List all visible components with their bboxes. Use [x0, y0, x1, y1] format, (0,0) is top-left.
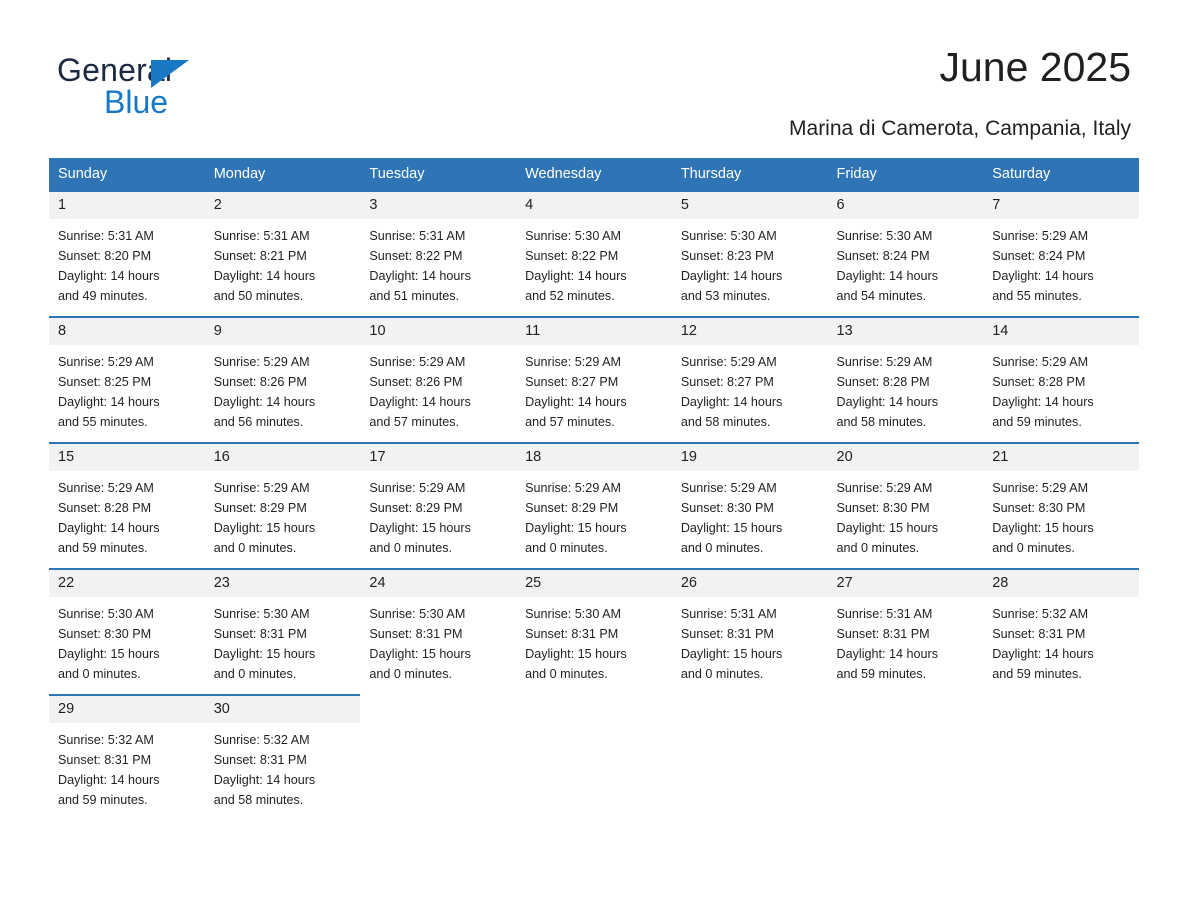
day-cell-empty — [983, 694, 1139, 822]
sunset-text: Sunset: 8:21 PM — [213, 249, 307, 263]
weekday-header-sunday: Sunday — [49, 158, 205, 190]
weekday-header-friday: Friday — [828, 158, 984, 190]
day-cell — [205, 190, 361, 316]
daylight-text-line2: and 50 minutes. — [213, 289, 304, 303]
day-number: 11 — [525, 323, 541, 339]
day-number: 6 — [836, 197, 845, 213]
sunrise-text: Sunrise: 5:32 AM — [58, 733, 154, 747]
daylight-text-line1: Daylight: 14 hours — [369, 395, 471, 409]
daylight-text-line2: and 0 minutes. — [680, 541, 764, 555]
daylight-text-line1: Daylight: 15 hours — [836, 521, 939, 535]
day-cell-empty — [360, 694, 516, 822]
daylight-text-line2: and 0 minutes. — [680, 667, 764, 681]
daylight-text-line1: Daylight: 14 hours — [680, 395, 783, 409]
day-cell — [360, 442, 516, 568]
day-number: 10 — [369, 323, 386, 339]
calendar-week-row — [49, 316, 1139, 442]
sunset-text: Sunset: 8:27 PM — [680, 375, 774, 389]
sunrise-text: Sunrise: 5:31 AM — [836, 607, 933, 621]
daylight-text-line1: Daylight: 15 hours — [213, 521, 316, 535]
weekday-header-tuesday: Tuesday — [360, 158, 516, 190]
day-cell — [205, 442, 361, 568]
sunrise-text: Sunrise: 5:29 AM — [525, 481, 622, 495]
day-cell — [828, 568, 984, 694]
sunrise-text: Sunrise: 5:30 AM — [836, 229, 933, 243]
calendar-table — [49, 158, 1139, 822]
sunrise-text: Sunrise: 5:29 AM — [213, 481, 310, 495]
day-number: 25 — [525, 575, 542, 591]
sunset-text: Sunset: 8:20 PM — [58, 249, 152, 263]
day-cell — [205, 316, 361, 442]
daylight-text-line2: and 53 minutes. — [680, 289, 771, 303]
daylight-text-line1: Daylight: 15 hours — [58, 647, 160, 661]
sunrise-text: Sunrise: 5:29 AM — [525, 355, 622, 369]
daylight-text-line2: and 0 minutes. — [213, 667, 297, 681]
day-number: 13 — [836, 323, 853, 339]
day-number: 15 — [58, 449, 75, 465]
day-number: 1 — [58, 197, 67, 213]
sunrise-text: Sunrise: 5:31 AM — [369, 229, 466, 243]
sunrise-text: Sunrise: 5:30 AM — [525, 229, 622, 243]
daylight-text-line2: and 52 minutes. — [525, 289, 615, 303]
daylight-text-line1: Daylight: 14 hours — [213, 395, 316, 409]
sunset-text: Sunset: 8:22 PM — [369, 249, 463, 263]
daylight-text-line1: Daylight: 14 hours — [680, 269, 783, 283]
daylight-text-line2: and 57 minutes. — [369, 415, 460, 429]
day-cell — [516, 568, 672, 694]
day-cell — [672, 442, 828, 568]
day-number: 5 — [680, 197, 689, 213]
calendar-week-row — [49, 568, 1139, 694]
sunset-text: Sunset: 8:31 PM — [680, 627, 774, 641]
sunrise-text: Sunrise: 5:32 AM — [992, 607, 1089, 621]
daylight-text-line1: Daylight: 15 hours — [369, 647, 471, 661]
day-cell — [49, 442, 205, 568]
day-number: 20 — [836, 449, 853, 465]
day-cell-empty — [828, 694, 984, 822]
weekday-header-saturday: Saturday — [983, 158, 1139, 190]
day-cell — [672, 316, 828, 442]
sunrise-text: Sunrise: 5:30 AM — [213, 607, 310, 621]
calendar-week-row — [49, 442, 1139, 568]
sunrise-text: Sunrise: 5:29 AM — [836, 481, 933, 495]
calendar-header-row — [49, 158, 1139, 190]
sunset-text: Sunset: 8:29 PM — [525, 501, 619, 515]
daylight-text-line1: Daylight: 14 hours — [836, 269, 939, 283]
day-cell — [516, 316, 672, 442]
weekday-header-thursday: Thursday — [672, 158, 828, 190]
day-cell — [205, 568, 361, 694]
daylight-text-line1: Daylight: 14 hours — [58, 773, 160, 787]
daylight-text-line1: Daylight: 15 hours — [369, 521, 471, 535]
sunrise-text: Sunrise: 5:29 AM — [369, 481, 466, 495]
sunset-text: Sunset: 8:28 PM — [58, 501, 152, 515]
sunset-text: Sunset: 8:31 PM — [525, 627, 619, 641]
sunrise-text: Sunrise: 5:30 AM — [369, 607, 466, 621]
daylight-text-line2: and 58 minutes. — [836, 415, 927, 429]
daylight-text-line2: and 0 minutes. — [58, 667, 141, 681]
day-number: 30 — [213, 701, 230, 717]
daylight-text-line2: and 0 minutes. — [525, 667, 608, 681]
day-number: 28 — [992, 575, 1009, 591]
day-cell — [360, 316, 516, 442]
daylight-text-line2: and 0 minutes. — [525, 541, 608, 555]
sunset-text: Sunset: 8:31 PM — [58, 753, 152, 767]
daylight-text-line1: Daylight: 14 hours — [213, 269, 316, 283]
day-number: 14 — [992, 323, 1009, 339]
daylight-text-line2: and 56 minutes. — [213, 415, 304, 429]
day-cell-empty — [516, 694, 672, 822]
daylight-text-line2: and 54 minutes. — [836, 289, 927, 303]
sunrise-text: Sunrise: 5:30 AM — [525, 607, 622, 621]
day-cell — [983, 442, 1139, 568]
daylight-text-line2: and 55 minutes. — [992, 289, 1082, 303]
day-number: 24 — [369, 575, 386, 591]
daylight-text-line1: Daylight: 15 hours — [992, 521, 1094, 535]
sunrise-text: Sunrise: 5:31 AM — [213, 229, 310, 243]
day-number: 12 — [680, 323, 697, 339]
day-cell — [828, 442, 984, 568]
sunset-text: Sunset: 8:30 PM — [680, 501, 774, 515]
daylight-text-line1: Daylight: 14 hours — [213, 773, 316, 787]
sunrise-text: Sunrise: 5:29 AM — [992, 355, 1089, 369]
daylight-text-line2: and 55 minutes. — [58, 415, 148, 429]
day-number: 18 — [525, 449, 542, 465]
day-cell — [360, 190, 516, 316]
daylight-text-line1: Daylight: 14 hours — [525, 269, 627, 283]
calendar-week-row — [49, 694, 1139, 822]
sunset-text: Sunset: 8:30 PM — [836, 501, 930, 515]
daylight-text-line1: Daylight: 14 hours — [58, 395, 160, 409]
daylight-text-line2: and 0 minutes. — [213, 541, 297, 555]
sunset-text: Sunset: 8:29 PM — [369, 501, 463, 515]
sunrise-text: Sunrise: 5:29 AM — [680, 355, 777, 369]
sunrise-text: Sunrise: 5:29 AM — [213, 355, 310, 369]
sunrise-text: Sunrise: 5:29 AM — [992, 481, 1089, 495]
daylight-text-line2: and 58 minutes. — [213, 793, 304, 807]
day-cell — [828, 316, 984, 442]
sunrise-text: Sunrise: 5:30 AM — [58, 607, 154, 621]
daylight-text-line1: Daylight: 15 hours — [680, 647, 783, 661]
sunrise-text: Sunrise: 5:29 AM — [680, 481, 777, 495]
daylight-text-line2: and 0 minutes. — [836, 541, 920, 555]
sunset-text: Sunset: 8:31 PM — [836, 627, 930, 641]
daylight-text-line1: Daylight: 15 hours — [213, 647, 316, 661]
day-cell — [49, 316, 205, 442]
sunrise-text: Sunrise: 5:29 AM — [992, 229, 1089, 243]
sunset-text: Sunset: 8:31 PM — [213, 627, 307, 641]
daylight-text-line2: and 59 minutes. — [58, 541, 148, 555]
sunset-text: Sunset: 8:31 PM — [369, 627, 463, 641]
daylight-text-line2: and 59 minutes. — [992, 667, 1082, 681]
daylight-text-line1: Daylight: 14 hours — [525, 395, 627, 409]
day-number: 8 — [58, 323, 67, 339]
sunset-text: Sunset: 8:28 PM — [992, 375, 1086, 389]
daylight-text-line2: and 59 minutes. — [58, 793, 148, 807]
sunrise-text: Sunrise: 5:29 AM — [58, 355, 154, 369]
sunset-text: Sunset: 8:24 PM — [992, 249, 1086, 263]
day-number: 22 — [58, 575, 75, 591]
weekday-header-wednesday: Wednesday — [516, 158, 672, 190]
day-number: 27 — [836, 575, 853, 591]
page-title: June 2025 — [939, 44, 1131, 90]
day-cell — [49, 190, 205, 316]
sunset-text: Sunset: 8:27 PM — [525, 375, 619, 389]
day-cell — [516, 190, 672, 316]
sunrise-text: Sunrise: 5:29 AM — [369, 355, 466, 369]
sunset-text: Sunset: 8:24 PM — [836, 249, 930, 263]
sunset-text: Sunset: 8:31 PM — [213, 753, 307, 767]
day-number: 7 — [992, 197, 1001, 213]
daylight-text-line1: Daylight: 14 hours — [58, 521, 160, 535]
sunset-text: Sunset: 8:26 PM — [369, 375, 463, 389]
calendar-container — [49, 158, 1139, 822]
daylight-text-line1: Daylight: 14 hours — [992, 269, 1094, 283]
day-cell-empty — [672, 694, 828, 822]
day-number: 23 — [213, 575, 230, 591]
sunset-text: Sunset: 8:22 PM — [525, 249, 619, 263]
sunset-text: Sunset: 8:28 PM — [836, 375, 930, 389]
daylight-text-line1: Daylight: 15 hours — [680, 521, 783, 535]
daylight-text-line2: and 51 minutes. — [369, 289, 460, 303]
day-number: 26 — [680, 575, 697, 591]
calendar-body — [49, 190, 1139, 822]
day-cell — [205, 694, 361, 822]
day-cell — [516, 442, 672, 568]
weekday-header-monday: Monday — [205, 158, 361, 190]
daylight-text-line2: and 0 minutes. — [369, 541, 453, 555]
day-cell — [983, 316, 1139, 442]
logo-text-general: General — [57, 52, 173, 88]
daylight-text-line1: Daylight: 14 hours — [992, 647, 1094, 661]
daylight-text-line1: Daylight: 15 hours — [525, 521, 627, 535]
day-cell — [49, 568, 205, 694]
daylight-text-line2: and 57 minutes. — [525, 415, 615, 429]
daylight-text-line2: and 59 minutes. — [836, 667, 927, 681]
day-cell — [983, 190, 1139, 316]
page-subtitle-location: Marina di Camerota, Campania, Italy — [789, 117, 1131, 140]
day-cell — [49, 694, 205, 822]
sunset-text: Sunset: 8:30 PM — [992, 501, 1086, 515]
sunset-text: Sunset: 8:30 PM — [58, 627, 152, 641]
sunset-text: Sunset: 8:26 PM — [213, 375, 307, 389]
daylight-text-line1: Daylight: 14 hours — [369, 269, 471, 283]
daylight-text-line1: Daylight: 14 hours — [836, 647, 939, 661]
sunset-text: Sunset: 8:23 PM — [680, 249, 774, 263]
logo-text-blue: Blue — [104, 84, 169, 120]
sunset-text: Sunset: 8:31 PM — [992, 627, 1086, 641]
day-cell — [672, 190, 828, 316]
sunrise-text: Sunrise: 5:31 AM — [680, 607, 777, 621]
sunrise-text: Sunrise: 5:32 AM — [213, 733, 310, 747]
day-number: 16 — [213, 449, 230, 465]
day-number: 9 — [213, 323, 222, 339]
daylight-text-line1: Daylight: 14 hours — [992, 395, 1094, 409]
day-number: 2 — [213, 197, 222, 213]
calendar-week-row — [49, 190, 1139, 316]
day-number: 3 — [369, 197, 378, 213]
generalblue-logo — [57, 52, 237, 124]
daylight-text-line2: and 58 minutes. — [680, 415, 771, 429]
day-number: 17 — [369, 449, 386, 465]
day-cell — [828, 190, 984, 316]
daylight-text-line1: Daylight: 15 hours — [525, 647, 627, 661]
day-cell — [672, 568, 828, 694]
day-number: 19 — [680, 449, 697, 465]
sunset-text: Sunset: 8:29 PM — [213, 501, 307, 515]
day-number: 21 — [992, 449, 1009, 465]
daylight-text-line1: Daylight: 14 hours — [836, 395, 939, 409]
daylight-text-line2: and 0 minutes. — [369, 667, 453, 681]
page-header — [0, 0, 1188, 158]
day-number: 29 — [58, 701, 75, 717]
day-cell — [360, 568, 516, 694]
sunrise-text: Sunrise: 5:29 AM — [836, 355, 933, 369]
day-cell — [983, 568, 1139, 694]
daylight-text-line2: and 0 minutes. — [992, 541, 1075, 555]
sunrise-text: Sunrise: 5:31 AM — [58, 229, 154, 243]
day-number: 4 — [525, 197, 534, 213]
daylight-text-line2: and 49 minutes. — [58, 289, 148, 303]
daylight-text-line1: Daylight: 14 hours — [58, 269, 160, 283]
sunrise-text: Sunrise: 5:30 AM — [680, 229, 777, 243]
daylight-text-line2: and 59 minutes. — [992, 415, 1082, 429]
sunrise-text: Sunrise: 5:29 AM — [58, 481, 154, 495]
sunset-text: Sunset: 8:25 PM — [58, 375, 152, 389]
